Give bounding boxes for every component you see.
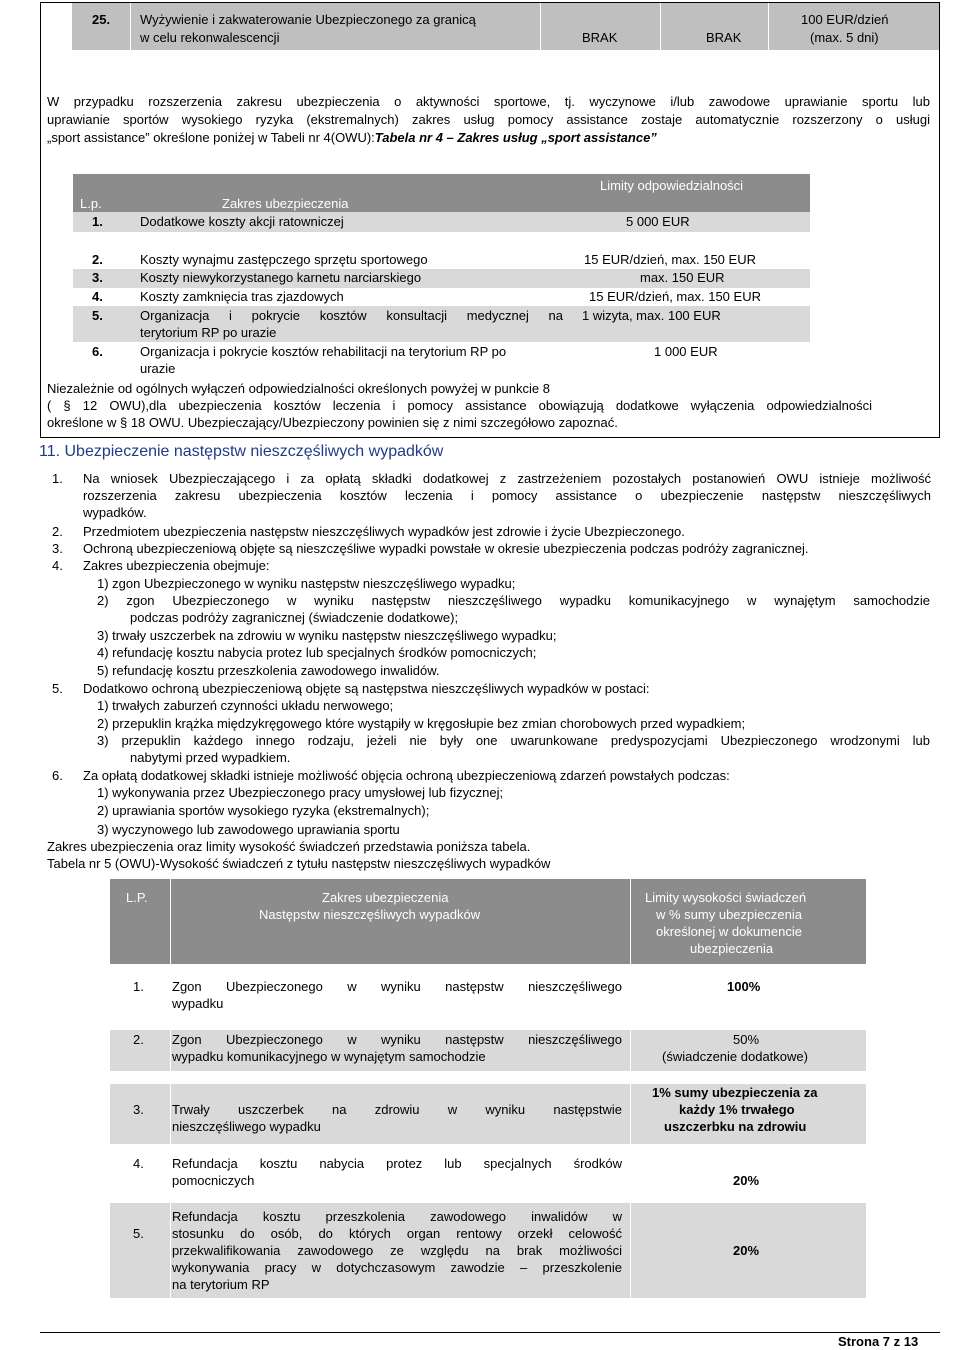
table5-row-text-4: wykonywania pracy w dotychczasowym zawodzie – przeszkolenie <box>172 1260 622 1275</box>
table5-row-text-2: wypadku <box>172 996 224 1011</box>
section-11-heading: 11. Ubezpieczenie następstw nieszczęśliwych wypadków <box>39 443 444 460</box>
table4-row-number: 2. <box>92 252 103 267</box>
table5-row-text-3: przekwalifikowania zawodowego ze względu na brak możliwości <box>172 1243 622 1258</box>
exclusions-note-1: Niezależnie od ogólnych wyłączeń odpowiedzialności określonych powyżej w punkcie 8 <box>47 381 550 396</box>
table5-row-limit: 20% <box>733 1243 760 1258</box>
table5-header-limits-2: w % sumy ubezpieczenia <box>656 907 802 922</box>
table5-row-text-2: stosunku do osób, do których organ rentowy orzekł celowość <box>172 1226 622 1241</box>
table5-row-number: 2. <box>133 1032 144 1047</box>
subitem: 1) wykonywania przez Ubezpieczonego pracy umysłowej lub fizycznej; <box>97 785 504 800</box>
item-number: 3. <box>52 541 63 556</box>
table4-row-text: Dodatkowe koszty akcji ratowniczej <box>140 214 344 229</box>
table5-row-text: Zgon Ubezpieczonego w wyniku następstw nieszczęśliwego <box>172 1032 622 1047</box>
table4-row-text-2: urazie <box>140 361 176 376</box>
row-25-description: Wyżywienie i zakwaterowanie Ubezpieczonego za granicą <box>140 12 476 27</box>
table5-row-text-2: pomocniczych <box>172 1173 255 1188</box>
item-3-text: Ochroną ubezpieczeniową objęte są nieszczęśliwe wypadki powstałe w okresie ubezpieczenia podczas podróży zagranicznej. <box>83 541 809 556</box>
subitem-continuation: nabytymi przed wypadkiem. <box>130 750 291 765</box>
table4-row-text-2: terytorium RP po urazie <box>140 325 277 340</box>
table5-header-limits-3: określonej w dokumencie <box>656 924 802 939</box>
row-25-col2: BRAK <box>706 30 742 45</box>
table5-row-text: Trwały uszczerbek na zdrowiu w wyniku następstwie <box>172 1102 622 1117</box>
table4-header-lp: L.p. <box>80 196 102 211</box>
table5-row-number: 5. <box>133 1226 144 1241</box>
table4-row-limit: max. 150 EUR <box>640 270 725 285</box>
subitem: 1) zgon Ubezpieczonego w wyniku następstw nieszczęśliwego wypadku; <box>97 576 516 591</box>
row-25-limit-2: (max. 5 dni) <box>810 30 879 45</box>
table5-row-limit-2: (świadczenie dodatkowe) <box>662 1049 808 1064</box>
table4-row-number: 6. <box>92 344 103 359</box>
row-25-description-2: w celu rekonwalescencji <box>140 30 280 45</box>
table4-row-text: Koszty wynajmu zastępczego sprzętu sportowego <box>140 252 428 267</box>
table4-row-limit: 1 wizyta, max. 100 EUR <box>582 308 721 323</box>
subitem-continuation: podczas podróży zagranicznej (świadczenie dodatkowe); <box>130 610 459 625</box>
table5-row-limit: 1% sumy ubezpieczenia za <box>652 1085 818 1100</box>
subitem: 5) refundację kosztu przeszkolenia zawodowego inwalidów. <box>97 663 440 678</box>
sport-paragraph-2: uprawianie sportów wysokiego ryzyka (ekstremalnych) zakres usług pomocy assistance zostaje automatycznie rozszerzony o usługi <box>47 112 930 127</box>
table5-row-limit: 50% <box>733 1032 760 1047</box>
page-number: Strona 7 z 13 <box>838 1334 919 1349</box>
table4-row-text: Organizacja i pokrycie kosztów rehabilitacji na terytorium RP po <box>140 344 507 359</box>
item-1-text: Na wniosek Ubezpieczającego i za opłatą składki dodatkowej z zastrzeżeniem pozostałych postanowień OWU istnieje możliwość <box>83 471 931 486</box>
table4-row-limit: 15 EUR/dzień, max. 150 EUR <box>584 252 756 267</box>
table5-intro: Zakres ubezpieczenia oraz limity wysokość świadczeń przedstawia poniższa tabela. <box>47 839 531 854</box>
item-number: 1. <box>52 471 63 486</box>
table4-row-limit: 5 000 EUR <box>626 214 690 229</box>
subitem: 2) przepuklin krążka międzykręgowego które wystąpiły w kręgosłupie bez zmian chorobowych przed wypadkiem; <box>97 716 746 731</box>
table4-row-text: Organizacja i pokrycie kosztów konsultacji medycznej na <box>140 308 563 323</box>
table4-row-number: 4. <box>92 289 103 304</box>
table5-row-text: Refundacja kosztu nabycia protez lub specjalnych środków <box>172 1156 622 1171</box>
item-1-text-2: rozszerzenia zakresu ubezpieczenia kosztów leczenia i pomocy assistance o ubezpieczenie następstw nieszczęśliwych <box>83 488 931 503</box>
table4-row-number: 3. <box>92 270 103 285</box>
table4-row-number: 1. <box>92 214 103 229</box>
item-4-text: Zakres ubezpieczenia obejmuje: <box>83 558 270 573</box>
table5-row-number: 1. <box>133 979 144 994</box>
exclusions-note-3: określone w § 18 OWU. Ubezpieczający/Ubezpieczony powinien się z nimi szczegółowo zapoznać. <box>47 415 618 430</box>
subitem: 3) przepuklin każdego innego rodzaju, jeżeli nie były one uwarunkowane predyspozycjami Ubezpieczonego wrodzonymi lub <box>97 733 930 748</box>
sport-paragraph-1: W przypadku rozszerzenia zakresu ubezpieczenia o aktywności sportowe, tj. wyczynowe i/lub zawodowe uprawianie sportu lub <box>47 94 930 109</box>
table5-row-number: 3. <box>133 1102 144 1117</box>
exclusions-note-2: ( § 12 OWU),dla ubezpieczenia kosztów leczenia i pomocy assistance obowiązują dodatkowe wyłączenia odpowiedzialności <box>47 398 872 413</box>
table5-row-text-5: na terytorium RP <box>172 1277 270 1292</box>
table5-caption: Tabela nr 5 (OWU)-Wysokość świadczeń z tytułu następstw nieszczęśliwych wypadków <box>47 856 551 871</box>
table5-header-lp: L.P. <box>126 890 148 905</box>
table4-row-text: Koszty zamknięcia tras zjazdowych <box>140 289 344 304</box>
footer-rule <box>40 1332 940 1333</box>
table4-header-scope: Zakres ubezpieczenia <box>222 196 349 211</box>
table5-header-limits-4: ubezpieczenia <box>690 941 774 956</box>
row-25-number: 25. <box>92 12 111 27</box>
item-number: 6. <box>52 768 63 783</box>
table5-row-number: 4. <box>133 1156 144 1171</box>
table4-row-limit: 1 000 EUR <box>654 344 718 359</box>
subitem: 3) trwały uszczerbek na zdrowiu w wyniku następstw nieszczęśliwego wypadku; <box>97 628 557 643</box>
sport-paragraph-3: „sport assistance” określone poniżej w Tabeli nr 4(OWU):Tabela nr 4 – Zakres usług „sport assistance” <box>47 130 657 145</box>
item-2-text: Przedmiotem ubezpieczenia następstw nieszczęśliwych wypadków jest zdrowie i życie Ubezpieczonego. <box>83 524 685 539</box>
subitem: 2) uprawiania sportów wysokiego ryzyka (ekstremalnych); <box>97 803 430 818</box>
subitem: 1) trwałych zaburzeń czynności układu nerwowego; <box>97 698 394 713</box>
table5-header-limits: Limity wysokości świadczeń <box>645 890 807 905</box>
item-number: 2. <box>52 524 63 539</box>
item-1-text-3: wypadków. <box>83 505 147 520</box>
table4-caption: Tabela nr 4 – Zakres usług „sport assistance” <box>374 130 657 145</box>
table5-row-limit: 100% <box>727 979 761 994</box>
table5-row-text-2: nieszczęśliwego wypadku <box>172 1119 321 1134</box>
table4-row-text: Koszty niewykorzystanego karnetu narciarskiego <box>140 270 422 285</box>
subitem: 3) wyczynowego lub zawodowego uprawiania sportu <box>97 822 400 837</box>
item-number: 5. <box>52 681 63 696</box>
table5-header-scope: Zakres ubezpieczenia <box>322 890 449 905</box>
table5-row-text: Refundacja kosztu przeszkolenia zawodowego inwalidów w <box>172 1209 622 1224</box>
item-6-text: Za opłatą dodatkowej składki istnieje możliwość objęcia ochroną ubezpieczeniową zdarzeń powstałych podczas: <box>83 768 730 783</box>
table5-row-limit-2: każdy 1% trwałego <box>679 1102 795 1117</box>
table5-header-scope-2: Następstw nieszczęśliwych wypadków <box>259 907 481 922</box>
table5-row-text-2: wypadku komunikacyjnego w wynajętym samochodzie <box>172 1049 486 1064</box>
row-25-col1: BRAK <box>582 30 618 45</box>
table4-row-number: 5. <box>92 308 103 323</box>
subitem: 4) refundację kosztu nabycia protez lub specjalnych środków pomocniczych; <box>97 645 537 660</box>
subitem: 2) zgon Ubezpieczonego w wyniku następstw nieszczęśliwego wypadku komunikacyjnego w wynajętym samochodzie <box>97 593 930 608</box>
table4-row-limit: 15 EUR/dzień, max. 150 EUR <box>589 289 761 304</box>
table5-row-limit-3: uszczerbku na zdrowiu <box>664 1119 807 1134</box>
item-5-text: Dodatkowo ochroną ubezpieczeniową objęte są następstwa nieszczęśliwych wypadków w postaci: <box>83 681 650 696</box>
item-number: 4. <box>52 558 63 573</box>
table4-header-limits: Limity odpowiedzialności <box>600 178 744 193</box>
row-25-limit: 100 EUR/dzień <box>801 12 889 27</box>
table5-row-limit: 20% <box>733 1173 760 1188</box>
table5-row-text: Zgon Ubezpieczonego w wyniku następstw nieszczęśliwego <box>172 979 622 994</box>
